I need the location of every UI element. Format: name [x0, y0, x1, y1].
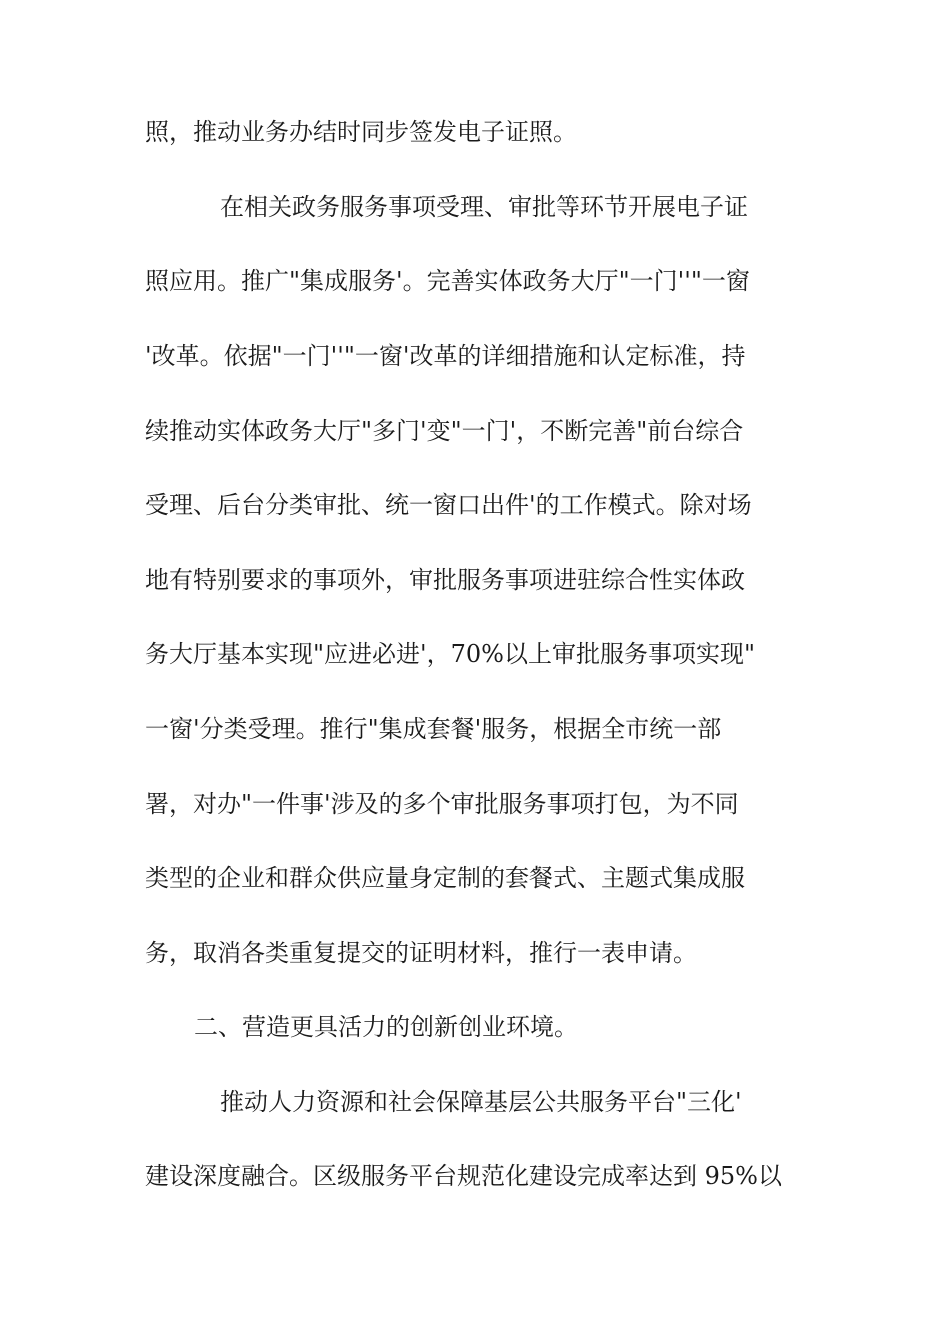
paragraph-line: 署，对办"一件事'涉及的多个审批服务事项打包，为不同: [145, 790, 739, 818]
paragraph-line: 在相关政务服务事项受理、审批等环节开展电子证: [220, 193, 748, 221]
paragraph-line: 照应用。推广"集成服务'。完善实体政务大厅"一门''"一窗: [145, 267, 750, 295]
section-heading: 二、营造更具活力的创新创业环境。: [194, 1013, 578, 1041]
paragraph-line: 类型的企业和群众供应量身定制的套餐式、主题式集成服: [145, 864, 745, 892]
paragraph-line: '改革。依据"一门''"一窗'改革的详细措施和认定标准，持: [145, 342, 746, 370]
paragraph-line: 一窗'分类受理。推行"集成套餐'服务，根据全市统一部: [145, 715, 722, 743]
paragraph-line: 续推动实体政务大厅"多门'变"一门'，不断完善"前台综合: [145, 417, 744, 445]
paragraph-line: 照，推动业务办结时同步签发电子证照。: [145, 118, 577, 146]
paragraph-line: 务大厅基本实现"应进必进'，70%以上审批服务事项实现": [145, 640, 756, 668]
paragraph-line: 建设深度融合。区级服务平台规范化建设完成率达到 95%以: [145, 1162, 782, 1190]
paragraph-line: 地有特别要求的事项外，审批服务事项进驻综合性实体政: [145, 566, 745, 594]
paragraph-line: 推动人力资源和社会保障基层公共服务平台"三化': [220, 1088, 742, 1116]
paragraph-line: 务，取消各类重复提交的证明材料，推行一表申请。: [145, 939, 697, 967]
paragraph-line: 受理、后台分类审批、统一窗口出件'的工作模式。除对场: [145, 491, 752, 519]
